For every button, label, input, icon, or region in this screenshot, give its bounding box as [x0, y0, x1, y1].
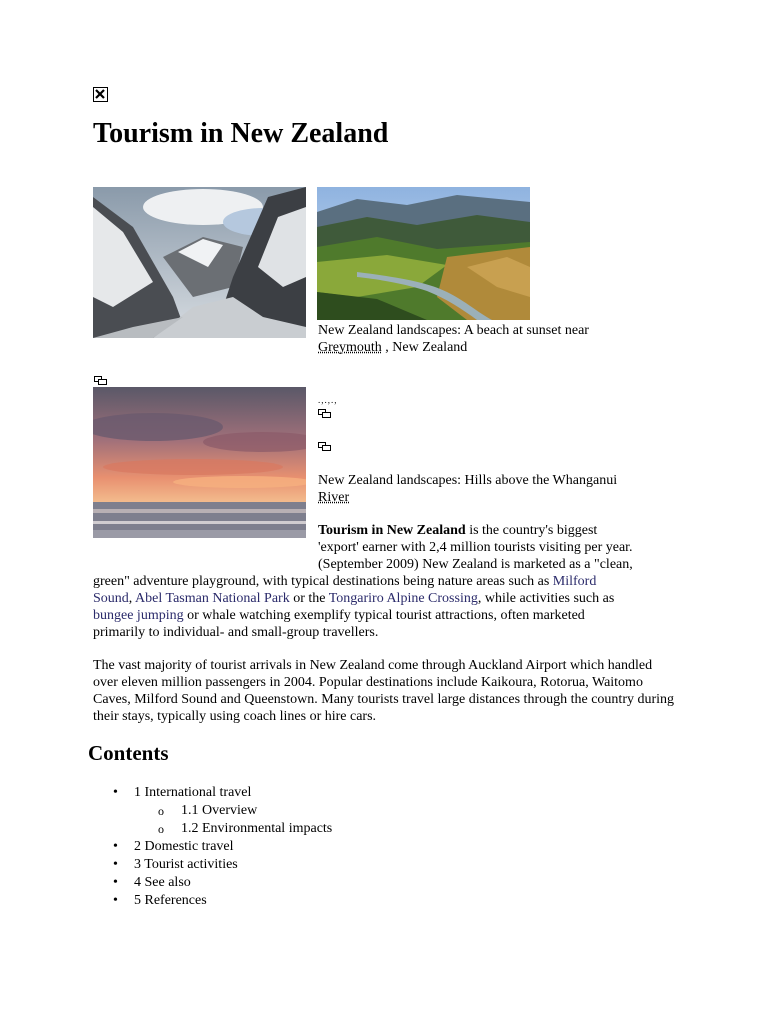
tongariro-link[interactable]: Tongariro Alpine Crossing	[328, 591, 478, 606]
hills-river-image[interactable]	[317, 187, 530, 320]
image-anchor-icon	[318, 438, 331, 447]
whanganui-river-link[interactable]: River	[318, 490, 350, 505]
sub-bullet: o	[158, 804, 164, 818]
milford-sound-link[interactable]: Milford	[552, 574, 597, 589]
bungee-jumping-link[interactable]: bungee jumping	[93, 608, 184, 623]
beach-caption	[318, 322, 648, 356]
intro-line-6-rest: or whale watching exemplify typical tourist attractions, often marketed	[183, 608, 585, 623]
intro-lines-right	[318, 522, 678, 573]
bullet: •	[113, 839, 118, 854]
image-anchor-icon	[318, 405, 331, 414]
greymouth-link[interactable]: Greymouth	[318, 340, 382, 355]
bullet: •	[113, 785, 118, 800]
toc-item-label[interactable]: 1 International travel	[134, 785, 252, 800]
intro-line-3: (September 2009) New Zealand is marketed as a "clean,	[318, 557, 633, 572]
hills-caption	[318, 472, 658, 506]
sub-bullet: o	[158, 822, 164, 836]
intro-sep: ,	[128, 591, 136, 606]
milford-sound-link-cont[interactable]: Sound	[93, 591, 129, 606]
beach-caption-prefix: New Zealand landscapes: A beach at sunset near	[318, 323, 589, 338]
bullet: •	[113, 875, 118, 890]
abel-tasman-link[interactable]: Abel Tasman National Park	[135, 591, 290, 606]
toc-item-label[interactable]: 3 Tourist activities	[134, 857, 238, 872]
toc-subitem-label[interactable]: 1.1 Overview	[181, 803, 258, 818]
page-title: Tourism in New Zealand	[93, 118, 389, 149]
toc-item-label[interactable]: 2 Domestic travel	[134, 839, 234, 854]
intro-line-2: 'export' earner with 2,4 million tourists visiting per year.	[318, 540, 633, 555]
sunset-beach-image[interactable]	[93, 387, 306, 538]
intro-lines-full	[93, 573, 683, 641]
toc-item-label[interactable]: 5 References	[134, 893, 207, 908]
paragraph-arrivals: The vast majority of tourist arrivals in New Zealand come through Auckland Airport which handled over eleven million passengers in 2004. Popular destinations include Kaikoura, Rotorua, Waitomo Caves, Milford Sound and Queenstown. Many tourists travel large distances through the country during their stays, typically using coach lines or hire cars.	[93, 658, 675, 724]
toc-item-label[interactable]: 4 See also	[134, 875, 191, 890]
beach-caption-suffix: , New Zealand	[381, 340, 468, 355]
intro-lead-bold: Tourism in New Zealand	[318, 523, 466, 538]
caption-dots: .,.,.,	[318, 395, 338, 405]
hills-caption-prefix: New Zealand landscapes: Hills above the Whanganui	[318, 473, 618, 488]
broken-image-icon[interactable]	[93, 87, 108, 102]
intro-line-4: green" adventure playground, with typical destinations being nature areas such as	[93, 574, 553, 589]
intro-line-7: primarily to individual- and small-group travellers.	[93, 625, 379, 640]
contents-heading: Contents	[88, 741, 169, 765]
bullet: •	[113, 893, 118, 908]
bullet: •	[113, 857, 118, 872]
intro-text-3: or the	[289, 591, 329, 606]
toc-subitem-label[interactable]: 1.2 Environmental impacts	[181, 821, 333, 836]
image-anchor-icon	[94, 372, 107, 381]
intro-line-1-rest: is the country's biggest	[465, 523, 598, 538]
intro-text-4: , while activities such as	[477, 591, 615, 606]
mountain-valley-image[interactable]	[93, 187, 306, 338]
